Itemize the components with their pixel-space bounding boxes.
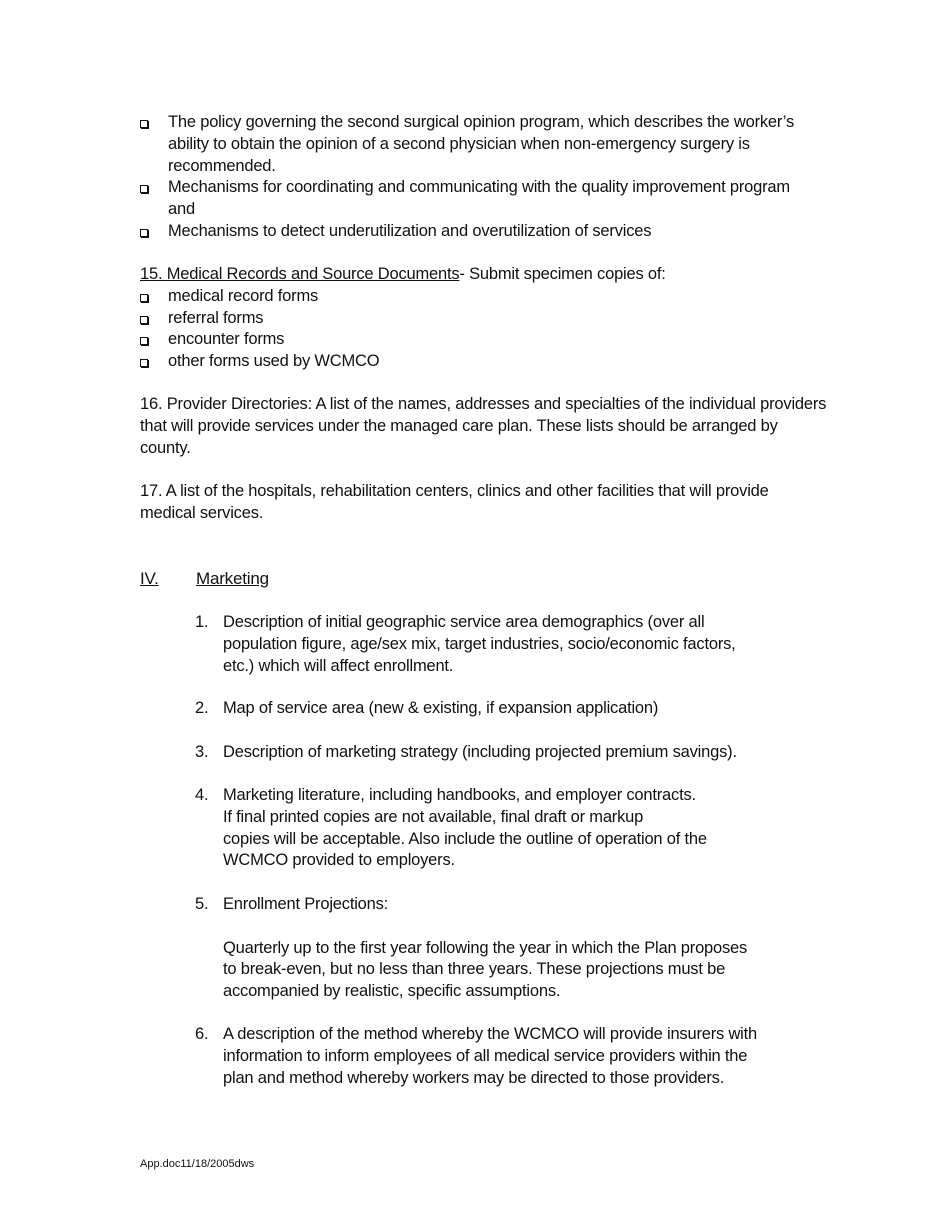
list-item — [195, 698, 815, 720]
footer-doc-id: App.doc11/18/2005dws — [140, 1158, 255, 1170]
item-text — [223, 1024, 815, 1089]
section-16 — [140, 394, 830, 459]
item-line: Description of marketing strategy (including projected premium savings). — [223, 743, 737, 761]
bullet-text: Mechanisms to detect underutilization and overutilization of services — [168, 221, 652, 240]
item-line: Quarterly up to the first year following the year in which the Plan proposes — [223, 938, 748, 957]
item-text — [223, 894, 815, 1003]
item-line: Description of initial geographic service area demographics (over all — [223, 613, 705, 631]
item-line: etc.) which will affect enrollment. — [223, 656, 454, 675]
checkbox-bullet-icon — [140, 294, 148, 302]
checkbox-bullet-icon — [140, 185, 148, 193]
list-item — [195, 742, 815, 764]
checkbox-bullet-icon — [140, 359, 148, 367]
bullet-text: referral forms — [168, 308, 264, 327]
item-number: 5. — [195, 895, 209, 913]
section-15-title: 15. Medical Records and Source Documents — [140, 265, 460, 283]
page-title: Marketing — [196, 569, 269, 588]
item-line: If final printed copies are not available, final draft or markup — [223, 807, 644, 826]
item-line: information to inform employees of all medical service providers within the — [223, 1046, 748, 1065]
section-15-heading — [140, 264, 830, 286]
checkbox-bullet-icon — [140, 337, 148, 345]
item-number: 6. — [195, 1025, 209, 1043]
policy-bullet-list — [140, 112, 820, 243]
item-line: Marketing literature, including handbooks, and employer contracts. — [223, 786, 696, 804]
blank-line — [223, 916, 815, 938]
marketing-heading — [140, 568, 269, 590]
item-number: 4. — [195, 786, 209, 804]
list-item — [195, 785, 815, 872]
item-number: 2. — [195, 699, 209, 717]
section-17-text: 17. A list of the hospitals, rehabilitation centers, clinics and other facilities that will provide medical services. — [140, 482, 769, 522]
item-line: population figure, age/sex mix, target industries, socio/economic factors, — [223, 634, 736, 653]
item-number: 1. — [195, 613, 209, 631]
list-item — [195, 612, 815, 677]
list-item — [140, 308, 830, 330]
item-text — [223, 612, 815, 677]
bullet-text: Mechanisms for coordinating and communicating with the quality improvement program and — [168, 178, 790, 219]
section-16-title: 16. Provider Directories — [140, 395, 308, 413]
item-line: Enrollment Projections: — [223, 895, 389, 913]
item-text — [223, 742, 815, 764]
item-line: Map of service area (new & existing, if expansion application) — [223, 699, 659, 717]
checkbox-bullet-icon — [140, 120, 148, 128]
item-text — [223, 698, 815, 720]
list-item — [140, 351, 830, 373]
list-item — [195, 894, 815, 1003]
bullet-text: The policy governing the second surgical opinion program, which describes the worker’s ability to obtain the opinion of a second physician when non-emergency surgery is recommended. — [168, 113, 795, 175]
list-item — [140, 221, 820, 243]
section-16-text: : A list of the names, addresses and specialties of the individual providers that will provide services under the managed care plan. These lists should be arranged by county. — [140, 395, 827, 457]
list-item — [140, 329, 830, 351]
item-text — [223, 785, 815, 872]
list-item — [140, 177, 820, 221]
bullet-text: medical record forms — [168, 286, 319, 305]
section-numeral: IV. — [140, 569, 159, 588]
item-line: to break-even, but no less than three years. These projections must be — [223, 960, 726, 979]
item-line: accompanied by realistic, specific assumptions. — [223, 982, 561, 1001]
list-item — [140, 112, 820, 177]
bullet-text: encounter forms — [168, 330, 285, 349]
item-line: WCMCO provided to employers. — [223, 851, 455, 870]
bullet-text: other forms used by WCMCO — [168, 352, 380, 371]
section-17 — [140, 481, 780, 525]
checkbox-bullet-icon — [140, 316, 148, 324]
item-line: copies will be acceptable. Also include the outline of operation of the — [223, 829, 707, 848]
item-number: 3. — [195, 743, 209, 761]
item-line: A description of the method whereby the WCMCO will provide insurers with — [223, 1025, 757, 1043]
section-15-intro: - Submit specimen copies of: — [459, 265, 666, 283]
item-line: plan and method whereby workers may be directed to those providers. — [223, 1068, 725, 1087]
list-item — [140, 286, 830, 308]
list-item — [195, 1024, 815, 1089]
section-15 — [140, 264, 830, 373]
checkbox-bullet-icon — [140, 229, 148, 237]
